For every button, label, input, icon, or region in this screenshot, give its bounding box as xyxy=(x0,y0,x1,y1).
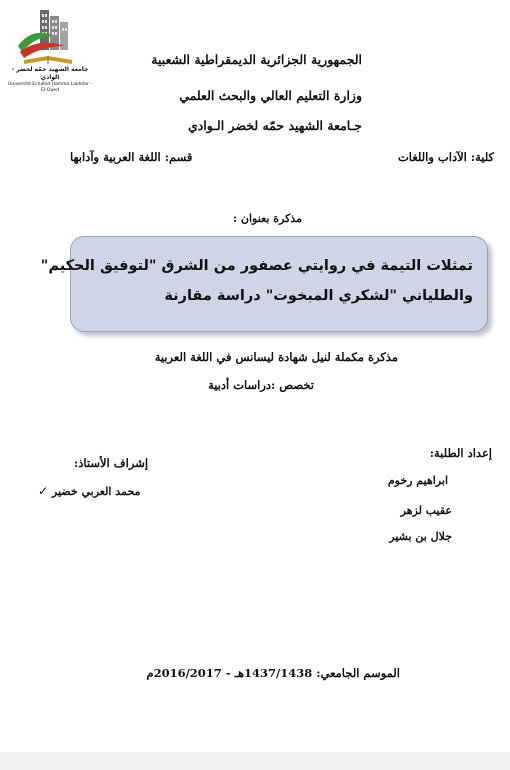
supervisor-label: إشراف الأستاذ: xyxy=(74,456,149,470)
thesis-title-box xyxy=(40,236,488,332)
thesis-title-line-2: والطلياني "لشكري المبخوت" دراسة مقارنة xyxy=(164,288,473,304)
memo-title-label: مذكرة بعنوان : xyxy=(233,212,302,225)
country-name: الجمهورية الجزائرية الديمقراطية الشعبية xyxy=(151,52,362,67)
ministry-name: وزارة التعليم العالي والبحث العلمي xyxy=(179,88,362,103)
prepared-by-label: إعداد الطلبة: xyxy=(429,446,492,460)
logo-caption-english: Université Echahid Hamma Lakhdar - El-Oued xyxy=(8,82,92,93)
logo-caption-arabic: جامعة الشهيد حمّه لخضر - الوادي xyxy=(11,66,89,81)
degree-statement: مذكرة مكملة لنيل شهادة ليسانس في اللغة العربية xyxy=(154,350,398,364)
academic-year: الموسم الجامعي: 1437/1438هـ - 2016/2017م xyxy=(146,666,400,680)
university-name: جـامعة الشهيد حمّه لخضر الـوادي xyxy=(187,118,362,133)
department-label: قسم: اللغة العربية وآدابها xyxy=(70,150,193,164)
thesis-title-line-1: تمثلات التيمة في روايتي عصفور من الشرق "لتوفيق الحكيم" xyxy=(40,258,473,274)
student-name: ابراهيم رخوم xyxy=(387,474,448,487)
student-name: عقيب لزهر xyxy=(400,504,452,517)
supervisor-entry xyxy=(38,484,140,498)
student-name: جلال بن بشير xyxy=(389,530,452,543)
supervisor-name: محمد العربي خضير xyxy=(51,485,141,498)
check-icon: ✓ xyxy=(38,484,49,498)
logo-caption xyxy=(8,66,92,94)
page-bottom-band xyxy=(0,752,510,770)
faculty-label: كلية: الآداب واللغات xyxy=(397,150,494,164)
specialty-label: تخصص :دراسات أدبية xyxy=(208,378,314,392)
